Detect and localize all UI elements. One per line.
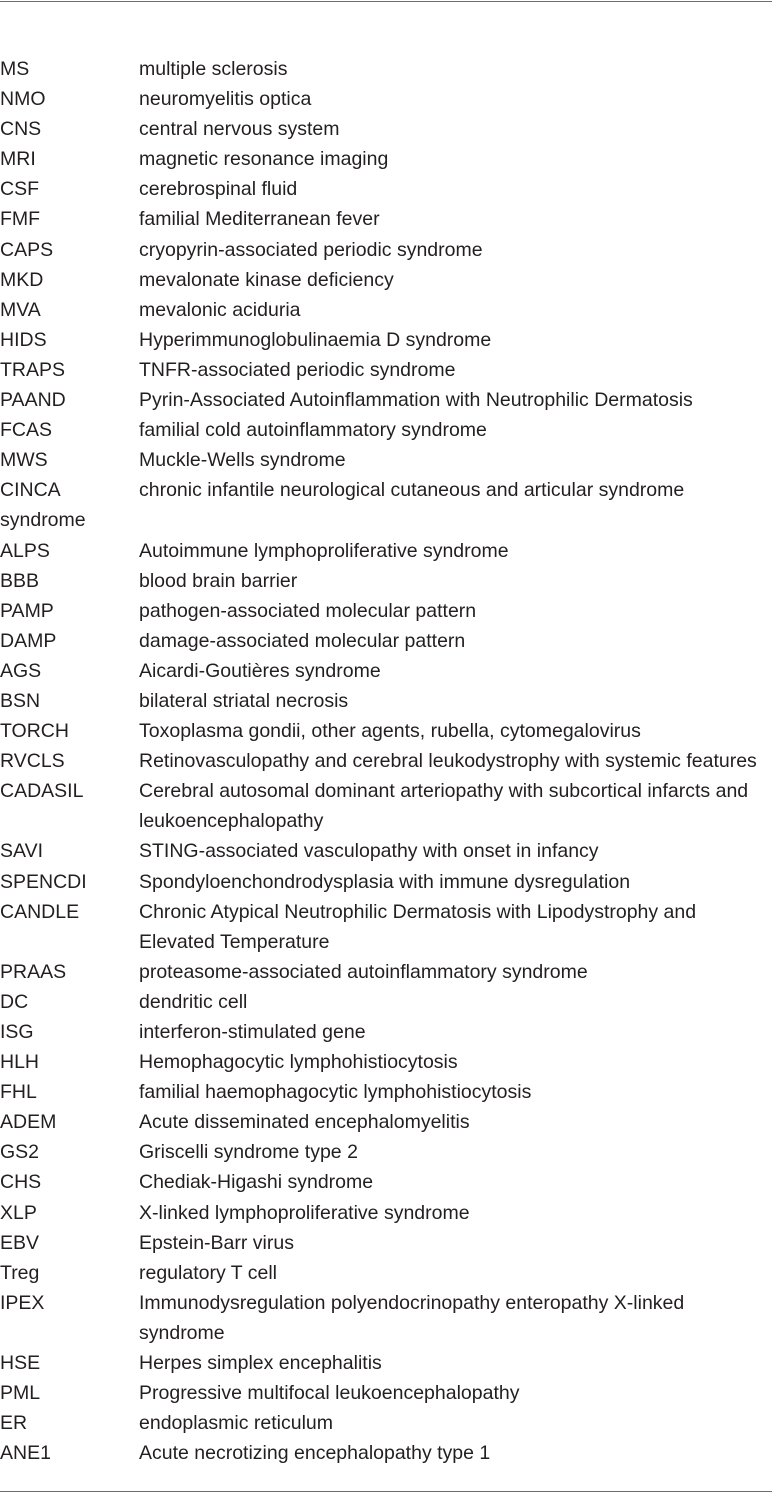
- table-row: [0, 686, 772, 716]
- definition-cell: Griscelli syndrome type 2: [139, 1141, 358, 1164]
- table-row: [0, 1137, 772, 1167]
- abbreviation-cell: NMO: [0, 88, 46, 111]
- table-row: [0, 355, 772, 385]
- table-row: [0, 716, 772, 746]
- table-row: [0, 626, 772, 656]
- abbreviation-cell: IPEX: [0, 1291, 45, 1314]
- definition-cell: Immunodysregulation polyendocrinopathy enteropathy X-linked syndrome: [139, 1291, 685, 1344]
- table-row: [0, 536, 772, 566]
- table-row: [0, 144, 772, 174]
- table-row: [0, 265, 772, 295]
- table-row: [0, 385, 772, 415]
- table-row: [0, 475, 772, 505]
- abbreviations-table-body: [0, 54, 772, 1468]
- table-row: [0, 867, 772, 897]
- table-row: [0, 656, 772, 686]
- table-row: [0, 114, 772, 144]
- definition-cell: regulatory T cell: [139, 1261, 278, 1284]
- abbreviation-cell: CHS: [0, 1171, 42, 1194]
- table-row: [0, 1378, 772, 1408]
- abbreviation-cell: HIDS: [0, 328, 47, 351]
- abbreviation-cell: TORCH: [0, 720, 69, 743]
- definition-cell: STING-associated vasculopathy with onset in infancy: [139, 840, 599, 863]
- table-row: [0, 1288, 772, 1348]
- table-row: [0, 235, 772, 265]
- table-row: [0, 1348, 772, 1378]
- abbreviation-cell: DAMP: [0, 629, 57, 652]
- table-row: [0, 836, 772, 866]
- abbreviation-cell: PAMP: [0, 599, 54, 622]
- abbreviation-cell: FCAS: [0, 419, 53, 442]
- table-row: [0, 596, 772, 626]
- definition-cell: TNFR-associated periodic syndrome: [139, 358, 456, 381]
- table-row: [0, 957, 772, 987]
- abbreviation-cell: TRAPS: [0, 358, 66, 381]
- definition-cell: magnetic resonance imaging: [139, 148, 389, 171]
- abbreviation-cell: HLH: [0, 1051, 40, 1074]
- definition-cell: pathogen-associated molecular pattern: [139, 599, 477, 622]
- definition-cell: bilateral striatal necrosis: [139, 689, 349, 712]
- definition-cell: Hemophagocytic lymphohistiocytosis: [139, 1051, 458, 1074]
- definition-cell: proteasome-associated autoinflammatory syndrome: [139, 960, 588, 983]
- bottom-rule: [0, 1491, 772, 1492]
- definition-cell: cerebrospinal fluid: [139, 178, 298, 201]
- table-row: [0, 1198, 772, 1228]
- abbreviation-cell: MWS: [0, 449, 48, 472]
- definition-cell: Spondyloenchondrodysplasia with immune dysregulation: [139, 870, 631, 893]
- table-row: [0, 84, 772, 114]
- abbreviation-cell: syndrome: [0, 509, 86, 532]
- definition-cell: Progressive multifocal leukoencephalopathy: [139, 1382, 520, 1405]
- table-row: [0, 174, 772, 204]
- abbreviation-cell: CADASIL: [0, 780, 84, 803]
- table-row: [0, 295, 772, 325]
- table-row: [0, 204, 772, 234]
- definition-cell: Aicardi-Goutières syndrome: [139, 659, 381, 682]
- abbreviation-cell: EBV: [0, 1231, 40, 1254]
- abbreviation-cell: Treg: [0, 1261, 40, 1284]
- abbreviation-cell: SAVI: [0, 840, 43, 863]
- table-row: [0, 1228, 772, 1258]
- table-row: [0, 54, 772, 84]
- table-row: [0, 1077, 772, 1107]
- abbreviation-cell: MKD: [0, 268, 44, 291]
- abbreviation-cell: MS: [0, 58, 30, 80]
- definition-cell: Chronic Atypical Neutrophilic Dermatosis with Lipodystrophy and Elevated Temperature: [139, 900, 697, 953]
- abbreviation-cell: SPENCDI: [0, 870, 87, 893]
- table-row: [0, 1408, 772, 1438]
- abbreviation-cell: MRI: [0, 148, 36, 171]
- table-row: [0, 776, 772, 836]
- abbreviation-cell: ER: [0, 1412, 28, 1435]
- abbreviation-cell: CANDLE: [0, 900, 80, 923]
- table-row: [0, 746, 772, 776]
- abbreviation-cell: XLP: [0, 1201, 37, 1224]
- abbreviation-cell: BSN: [0, 689, 41, 712]
- definition-cell: familial cold autoinflammatory syndrome: [139, 419, 487, 442]
- abbreviation-cell: FHL: [0, 1081, 37, 1104]
- table-row: [0, 1107, 772, 1137]
- definition-cell: neuromyelitis optica: [139, 88, 312, 111]
- abbreviation-cell: PRAAS: [0, 960, 67, 983]
- definition-cell: familial haemophagocytic lymphohistiocytosis: [139, 1081, 532, 1104]
- abbreviation-cell: DC: [0, 990, 29, 1013]
- definition-cell: chronic infantile neurological cutaneous and articular syndrome: [139, 479, 685, 502]
- definition-cell: damage-associated molecular pattern: [139, 629, 466, 652]
- definition-cell: Toxoplasma gondii, other agents, rubella, cytomegalovirus: [139, 720, 641, 743]
- top-rule: [0, 1, 772, 2]
- table-row: [0, 897, 772, 957]
- definition-cell: Autoimmune lymphoproliferative syndrome: [139, 539, 509, 562]
- table-row: [0, 566, 772, 596]
- abbreviation-cell: RVCLS: [0, 750, 65, 773]
- definition-cell: mevalonic aciduria: [139, 298, 301, 321]
- abbreviation-cell: PML: [0, 1382, 41, 1405]
- definition-cell: Muckle-Wells syndrome: [139, 449, 346, 472]
- definition-cell: Cerebral autosomal dominant arteriopathy with subcortical infarcts and leukoencephalopathy: [139, 780, 749, 833]
- abbreviation-cell: BBB: [0, 569, 40, 592]
- abbreviations-table: [0, 54, 772, 1468]
- definition-cell: familial Mediterranean fever: [139, 208, 380, 231]
- definition-cell: Acute necrotizing encephalopathy type 1: [139, 1442, 491, 1465]
- abbreviation-cell: AGS: [0, 659, 42, 682]
- table-row: [0, 325, 772, 355]
- definition-cell: Epstein-Barr virus: [139, 1231, 294, 1254]
- definition-cell: Chediak-Higashi syndrome: [139, 1171, 374, 1194]
- definition-cell: dendritic cell: [139, 990, 248, 1013]
- abbreviation-cell: MVA: [0, 298, 41, 321]
- definition-cell: interferon-stimulated gene: [139, 1021, 366, 1043]
- definition-cell: Acute disseminated encephalomyelitis: [139, 1111, 470, 1134]
- abbreviation-cell: ANE1: [0, 1442, 51, 1465]
- table-row: [0, 1017, 772, 1047]
- definition-cell: Hyperimmunoglobulinaemia D syndrome: [139, 328, 492, 351]
- definition-cell: central nervous system: [139, 118, 340, 141]
- abbreviation-cell: CNS: [0, 118, 42, 141]
- table-row: [0, 1258, 772, 1288]
- abbreviation-cell: ALPS: [0, 539, 50, 562]
- definition-cell: multiple sclerosis: [139, 58, 288, 80]
- abbreviation-cell: PAAND: [0, 389, 66, 412]
- abbreviation-cell: CSF: [0, 178, 39, 201]
- definition-cell: blood brain barrier: [139, 569, 298, 592]
- abbreviation-cell: GS2: [0, 1141, 40, 1164]
- definition-cell: Herpes simplex encephalitis: [139, 1352, 382, 1375]
- definition-cell: cryopyrin-associated periodic syndrome: [139, 238, 483, 261]
- abbreviation-cell: ADEM: [0, 1111, 57, 1134]
- abbreviation-cell: HSE: [0, 1352, 41, 1375]
- definition-cell: mevalonate kinase deficiency: [139, 268, 394, 291]
- definition-cell: Pyrin-Associated Autoinflammation with Neutrophilic Dermatosis: [139, 389, 693, 412]
- table-row: [0, 1047, 772, 1077]
- table-row: [0, 987, 772, 1017]
- abbreviation-cell: CAPS: [0, 238, 54, 261]
- table-row: [0, 445, 772, 475]
- definition-cell: Retinovasculopathy and cerebral leukodystrophy with systemic features: [139, 750, 757, 773]
- abbreviation-cell: CINCA: [0, 479, 61, 502]
- table-row: [0, 505, 772, 535]
- table-row: [0, 1167, 772, 1197]
- abbreviation-cell: ISG: [0, 1021, 34, 1043]
- table-row: [0, 415, 772, 445]
- table-row: [0, 1438, 772, 1468]
- definition-cell: endoplasmic reticulum: [139, 1412, 334, 1435]
- definition-cell: [139, 505, 772, 535]
- definition-cell: X-linked lymphoproliferative syndrome: [139, 1201, 470, 1224]
- abbreviation-cell: FMF: [0, 208, 41, 231]
